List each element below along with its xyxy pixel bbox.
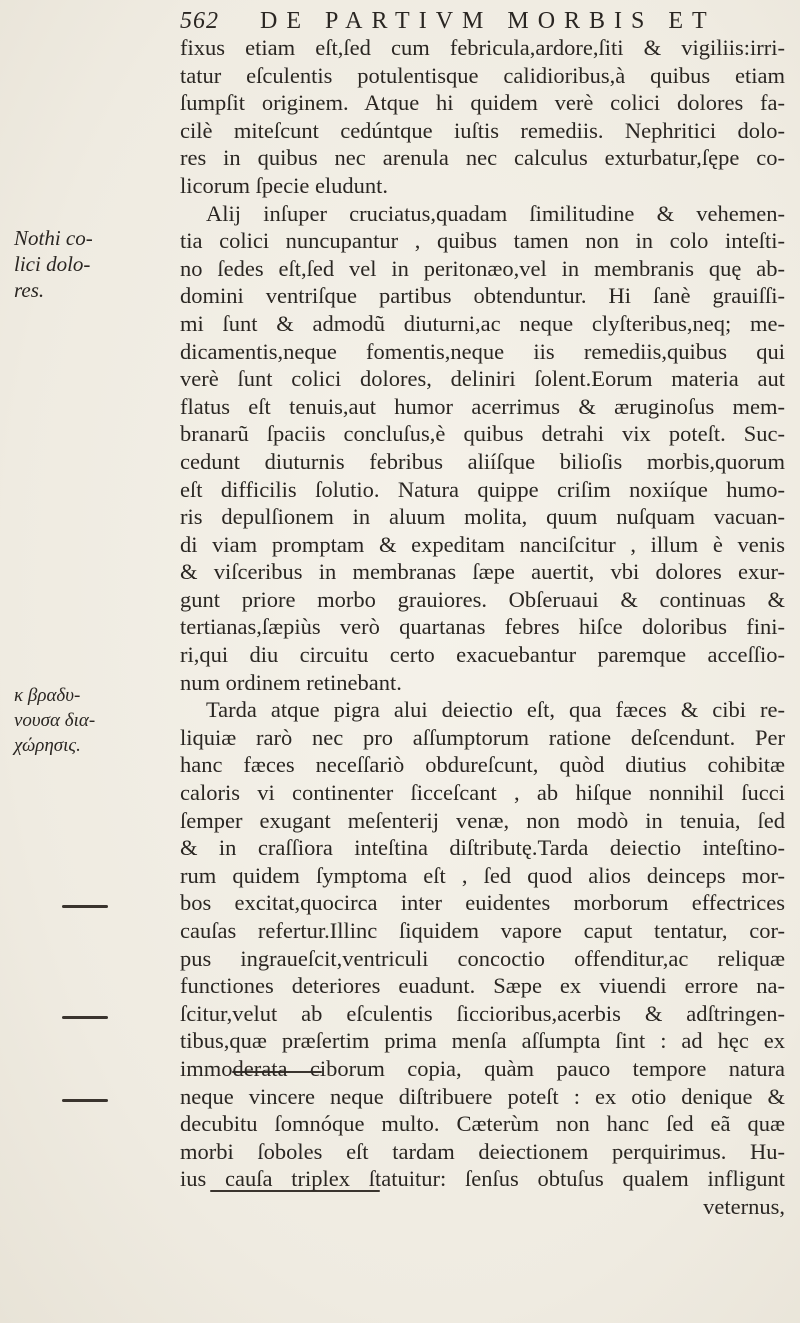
text-line: flatus eſt tenuis,aut humor acerrimus & æruginoſus mem- — [180, 393, 785, 419]
page-number: 562 — [180, 8, 219, 34]
text-line: bos excitat,quocirca inter euidentes morborum effectrices — [180, 890, 785, 916]
text-line: cilè miteſcunt cedúntque iuſtis remediis. Nephritici dolo- — [180, 117, 785, 143]
text-line: tertianas,ſæpiùs verò quartanas febres hiſce doloribus fini- — [180, 614, 785, 640]
text-line: domini ventriſque partibus obtenduntur. Hi ſanè grauiſſi- — [180, 283, 785, 309]
text-line: ſumpſit originem. Atque hi quidem verè colici dolores fa- — [180, 90, 785, 116]
text-line: tibus,quæ præſertim prima menſa aſſumpta ſint : ad hęc ex — [180, 1028, 785, 1054]
text-line: functiones deteriores euadunt. Sæpe ex viuendi errore na- — [180, 973, 785, 999]
text-line: verè ſunt colici dolores, deliniri ſolent.Eorum materia aut — [180, 366, 785, 392]
text-line: & viſceribus in membranas ſæpe auertit, vbi dolores exur- — [180, 559, 785, 585]
text-body — [180, 34, 785, 1221]
text-line: no ſedes eſt,ſed vel in peritonæo,vel in membranis quę ab- — [180, 255, 785, 281]
text-line: mi ſunt & admodũ diuturni,ac neque clyſteribus,neq; me- — [180, 310, 785, 336]
text-line: pus ingraueſcit,ventriculi concoctio offenditur,ac reliquæ — [180, 945, 785, 971]
margin-rule-2 — [62, 1016, 108, 1019]
text-line: & in craſſiora inteſtina diſtributę.Tarda deiectio inteſtino- — [180, 835, 785, 861]
text-line: di viam promptam & expeditam nanciſcitur , illum è venis — [180, 531, 785, 557]
text-line: Alij inſuper cruciatus,quadam ſimilitudine & vehemen- — [206, 200, 785, 226]
text-line: hanc fæces neceſſariò obdureſcunt, quòd diutius cohibitæ — [180, 752, 785, 778]
text-line: morbi ſoboles eſt tardam deiectionem perquirimus. Hu- — [180, 1138, 785, 1164]
text-line: decubitu ſomnóque multo. Cæterùm non hanc ſed eã quæ — [180, 1111, 785, 1137]
text-line: tia colici nuncupantur , quibus tamen non in colo inteſti- — [180, 228, 785, 254]
text-line: ri,qui diu circuitu certo exacuebantur paremque acceſſio- — [180, 642, 785, 668]
text-line: caloris vi continenter ſicceſcant , ab hiſque nonnihil ſucci — [180, 780, 785, 806]
text-line: cedunt diuturnis febribus aliíſque bilioſis morbis,quorum — [180, 448, 785, 474]
text-line: gunt priore morbo grauiores. Obſeruaui & continuas & — [180, 586, 785, 612]
margin-rule-3 — [62, 1099, 108, 1102]
text-line: veternus, — [703, 1193, 785, 1219]
text-line: num ordinem retinebant. — [180, 669, 402, 695]
text-line: tatur eſculentis potulentisque calidioribus,à quibus etiam — [180, 62, 785, 88]
text-line: rum quidem ſymptoma eſt , ſed quod alios deinceps mor- — [180, 862, 785, 888]
margin-rule-1 — [62, 905, 108, 908]
text-line: branarũ ſpaciis concluſus,è quibus detrahi vix poteſt. Suc- — [180, 421, 785, 447]
text-line: Tarda atque pigra alui deiectio eſt, qua fæces & cibi re- — [206, 697, 785, 723]
text-line: ius cauſa triplex ſtatuitur: ſenſus obtuſus qualem infligunt — [180, 1166, 785, 1192]
text-line: licorum ſpecie eludunt. — [180, 172, 389, 198]
text-line: ſemper exugant meſenterij venæ, non modò in tenuia, ſed — [180, 807, 785, 833]
margin-note-greek: κ βραδυ- νουσα δια- χώρησις. — [14, 685, 96, 756]
text-line: ris depulſionem in aluum molita, quum nuſquam vacuan- — [180, 504, 785, 530]
text-line: neque vincere neque diſtribuere poteſt : ex otio denique & — [180, 1083, 785, 1109]
text-line: eſt difficilis ſolutio. Natura quippe criſim noxiíque humo- — [180, 476, 785, 502]
text-line: dicamentis,neque fomentis,neque iis remediis,quibus qui — [180, 338, 785, 364]
text-line: cauſas refertur.Illinc ſiquidem vapore caput tentatur, cor- — [180, 918, 785, 943]
running-header — [180, 8, 800, 35]
text-line: ſcitur,velut ab eſculentis ſiccioribus,acerbis & adſtringen- — [180, 1000, 785, 1026]
text-line: fixus etiam eſt,ſed cum febricula,ardore,ſiti & vigiliis:irri- — [180, 35, 785, 60]
margin-note-nothi-colici: Nothi co- lici dolo- res. — [14, 226, 93, 302]
text-line: res in quibus nec arenula nec calculus exturbatur,ſępe co- — [180, 145, 785, 171]
text-line: immoderata ciborum copia, quàm pauco tempore natura — [180, 1055, 785, 1081]
running-title: DE PARTIVM MORBIS ET — [260, 8, 716, 34]
text-line: liquiæ rarò nec pro aſſumptorum ratione deſcendunt. Per — [180, 724, 785, 750]
